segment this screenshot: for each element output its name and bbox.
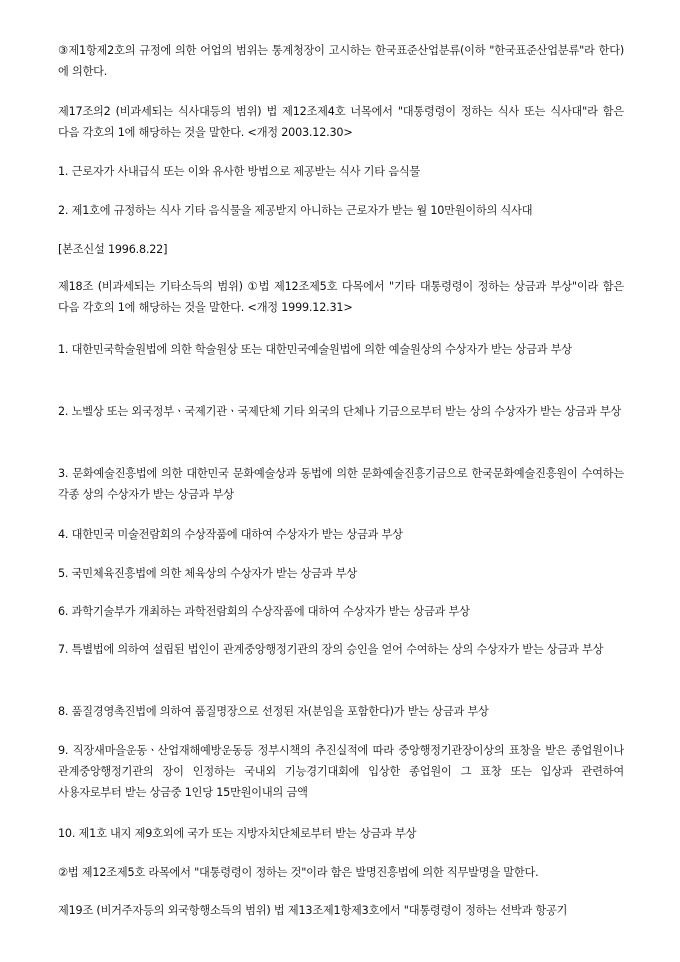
list-item-prize-10: 10. 제1호 내지 제9호외에 국가 또는 지방자치단체로부터 받는 상금과 부상 — [58, 827, 417, 840]
list-item-prize-1: 1. 대한민국학술원법에 의한 학술원상 또는 대한민국예술원법에 의한 예술원상의 수상자가 받는 상금과 부상 — [58, 343, 572, 356]
paragraph-article-17-2: 제17조의2 (비과세되는 식사대등의 범위) 법 제12조제4호 너목에서 "대통령령이 정하는 식사 또는 식사대"라 함은 다음 각호의 1에 해당하는 것을 말한다. <개정 2003.12.30> — [58, 105, 624, 139]
paragraph-article-19: 제19조 (비거주자등의 외국항행소득의 범위) 법 제13조제1항제3호에서 "대통령령이 정하는 선박과 항공기 — [58, 904, 568, 917]
paragraph-article-18-2: ②법 제12조제5호 라목에서 "대통령령이 정하는 것"이라 함은 발명진흥법에 의한 직무발명을 말한다. — [58, 866, 539, 879]
list-item-prize-6: 6. 과학기술부가 개최하는 과학전람회의 수상작품에 대하여 수상자가 받는 상금과 부상 — [58, 605, 470, 618]
paragraph-article-18: 제18조 (비과세되는 기타소득의 범위) ①법 제12조제5호 다목에서 "기타 대통령령이 정하는 상금과 부상"이라 함은 다음 각호의 1에 해당하는 것을 말한다. <개정 1999.12.31> — [58, 280, 624, 314]
list-item-meal-2: 2. 제1호에 규정하는 식사 기타 음식물을 제공받지 아니하는 근로자가 받는 월 10만원이하의 식사대 — [58, 204, 533, 217]
list-item-prize-4: 4. 대한민국 미술전람회의 수상작품에 대하여 수상자가 받는 상금과 부상 — [58, 528, 403, 541]
list-item-prize-3: 3. 문화예술진흥법에 의한 대한민국 문화예술상과 동법에 의한 문화예술진흥기금으로 한국문화예술진흥원이 수여하는 각종 상의 수상자가 받는 상금과 부상 — [58, 467, 624, 501]
list-item-prize-7: 7. 특별법에 의하여 설립된 법인이 관계중앙행정기관의 장의 승인을 얻어 수여하는 상의 수상자가 받는 상금과 부상 — [58, 643, 604, 656]
list-item-prize-2: 2. 노벨상 또는 외국정부ㆍ국제기관ㆍ국제단체 기타 외국의 단체나 기금으로부터 받는 상의 수상자가 받는 상금과 부상 — [58, 405, 622, 418]
list-item-meal-1: 1. 근로자가 사내급식 또는 이와 유사한 방법으로 제공받는 식사 기타 음식물 — [58, 165, 421, 178]
list-item-prize-8: 8. 품질경영촉진법에 의하여 품질명장으로 선정된 자(분임을 포함한다)가 받는 상금과 부상 — [58, 705, 489, 718]
list-item-prize-9: 9. 직장새마을운동ㆍ산업재해예방운동등 정부시책의 추진실적에 따라 중앙행정기관장이상의 표창을 받은 종업원이나 관계중앙행정기관의 장이 인정하는 국내외 기능경기대회에 입상한 종업원이 그 표창 또는 입상과 관련하여 사용자로부터 받는 상금중 1인당 15만원이내의 금액 — [58, 744, 624, 799]
paragraph-newly-established-note: [본조신설 1996.8.22] — [58, 243, 168, 256]
list-item-prize-5: 5. 국민체육진흥법에 의한 체육상의 수상자가 받는 상금과 부상 — [58, 567, 357, 580]
paragraph-fishery-scope: ③제1항제2호의 규정에 의한 어업의 범위는 통계청장이 고시하는 한국표준산업분류(이하 "한국표준산업분류"라 한다)에 의한다. — [58, 44, 624, 78]
